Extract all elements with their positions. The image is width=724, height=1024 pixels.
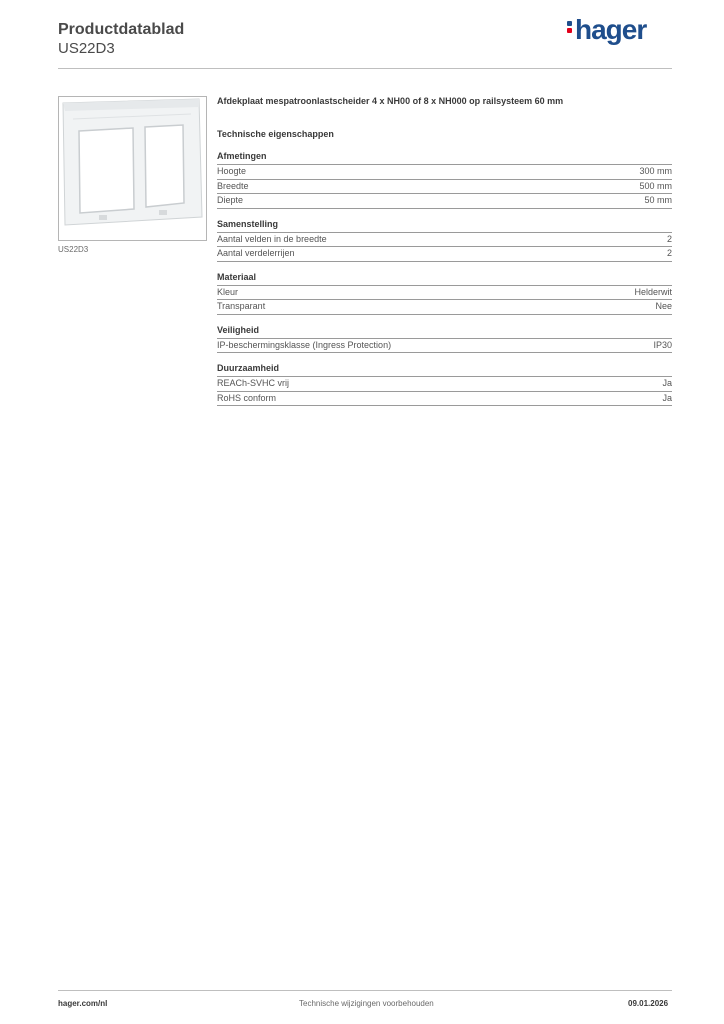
spec-row — [217, 377, 672, 392]
tech-heading: Technische eigenschappen — [217, 129, 334, 139]
cover-plate-illustration — [59, 97, 206, 240]
logo-text: hager — [575, 14, 647, 45]
spec-value: 300 mm — [639, 166, 672, 176]
spec-label: Aantal velden in de breedte — [217, 233, 327, 244]
spec-row — [217, 286, 672, 301]
spec-row — [217, 180, 672, 195]
spec-label: Diepte — [217, 195, 244, 205]
spec-value: 2 — [666, 233, 672, 244]
spec-label: REACh-SVHC vrij — [217, 378, 290, 388]
spec-value: Ja — [662, 392, 672, 403]
spec-row — [217, 194, 672, 209]
spec-label: Aantal verdelerrijen — [217, 248, 295, 258]
header-divider — [58, 68, 672, 69]
footer-date: 09.01.2026 — [628, 999, 669, 1008]
spec-row — [217, 165, 672, 180]
spec-row — [217, 392, 672, 407]
spec-label: Breedte — [217, 180, 249, 191]
section-title: Duurzaamheid — [217, 363, 672, 377]
product-description: Afdekplaat mespatroonlastscheider 4 x NH00 of 8 x NH000 op railsysteem 60 mm — [217, 96, 564, 106]
section-afmetingen — [217, 151, 672, 209]
spec-label: Hoogte — [217, 166, 247, 176]
spec-value: 50 mm — [644, 195, 672, 205]
section-title: Afmetingen — [217, 151, 672, 165]
section-title: Veiligheid — [217, 325, 672, 339]
image-caption: US22D3 — [58, 245, 89, 254]
footer-disclaimer: Technische wijzigingen voorbehouden — [299, 999, 434, 1008]
spec-row — [217, 247, 672, 262]
spec-row — [217, 300, 672, 315]
product-image — [58, 96, 207, 241]
document-title: Productdatablad — [58, 21, 185, 38]
footer-divider — [58, 990, 672, 991]
logo-dots-icon — [567, 19, 573, 35]
section-title: Materiaal — [217, 272, 672, 286]
hager-logo[interactable] — [567, 14, 646, 46]
spec-value: Nee — [655, 301, 672, 311]
spec-value: Helderwit — [634, 286, 672, 297]
spec-row — [217, 339, 672, 354]
section-title: Samenstelling — [217, 219, 672, 233]
section-veiligheid — [217, 325, 672, 354]
spec-label: Kleur — [217, 286, 239, 297]
section-materiaal — [217, 272, 672, 315]
footer-website-link[interactable]: hager.com/nl — [58, 999, 108, 1008]
spec-label: RoHS conform — [217, 392, 277, 403]
section-duurzaamheid — [217, 363, 672, 406]
section-samenstelling — [217, 219, 672, 262]
spec-row — [217, 233, 672, 248]
product-details — [217, 96, 672, 416]
spec-value: 500 mm — [639, 180, 672, 191]
spec-label: Transparant — [217, 301, 266, 311]
product-code: US22D3 — [58, 40, 115, 57]
spec-label: IP-beschermingsklasse (Ingress Protection) — [217, 339, 392, 350]
spec-value: 2 — [666, 248, 672, 258]
spec-value: IP30 — [653, 339, 672, 350]
spec-value: Ja — [662, 378, 672, 388]
